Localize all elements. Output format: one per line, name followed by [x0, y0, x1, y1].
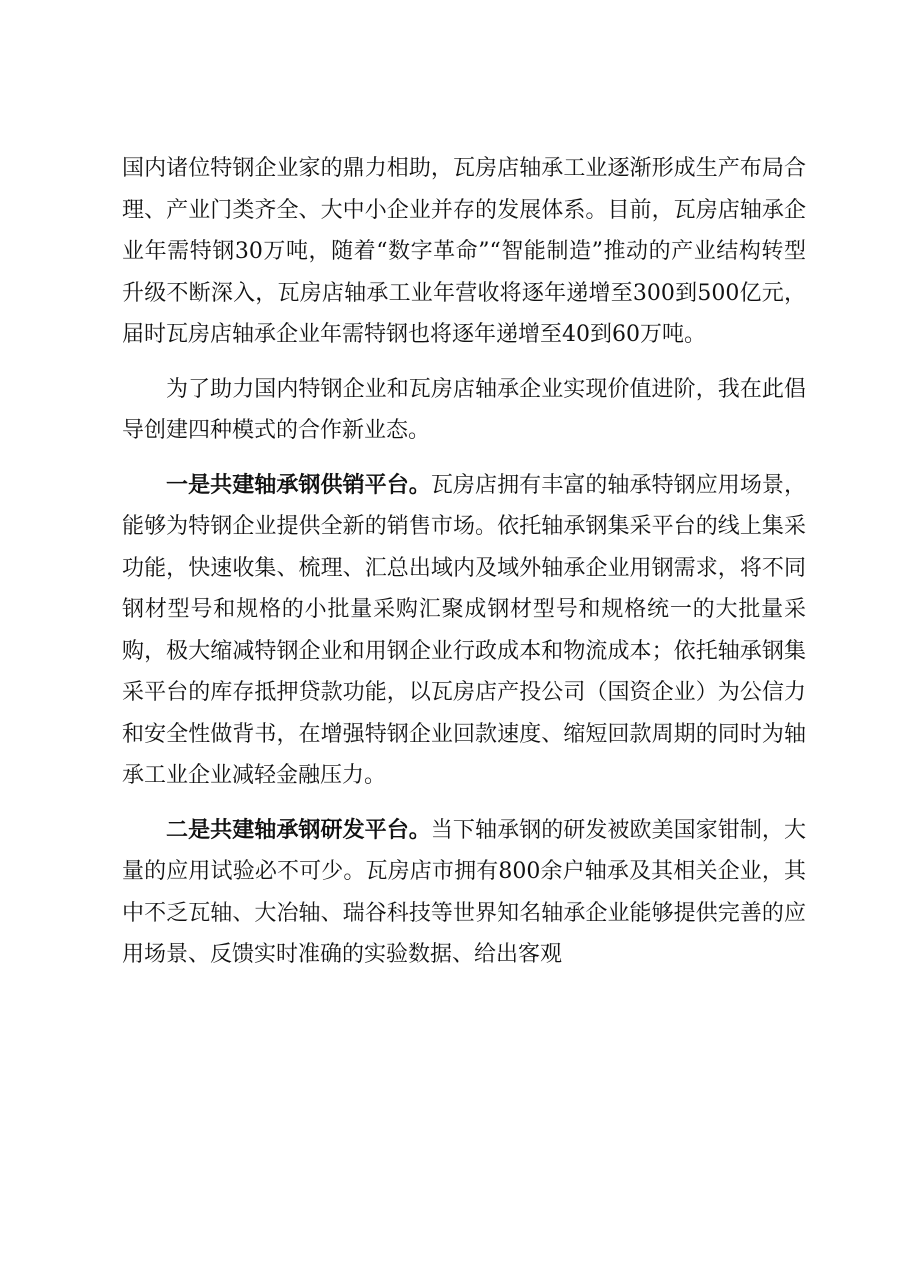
paragraph-text: 国内诸位特钢企业家的鼎力相助，瓦房店轴承工业逐渐形成生产布局合理、产业门类齐全、大中小企业并存的发展体系。目前，瓦房店轴承企业年需特钢30万吨，随着“数字革命”“智能制造”推动的产业结构转型升级不断深入，瓦房店轴承工业年营收将逐年递增至300到500亿元，届时瓦房店轴承企业年需特钢也将逐年递增至40到60万吨。: [122, 156, 806, 347]
paragraph-continuation: [122, 148, 806, 356]
paragraph-text: 为了助力国内特钢企业和瓦房店轴承企业实现价值进阶，我在此倡导创建四种模式的合作新业态。: [122, 376, 806, 443]
paragraph-text: 瓦房店拥有丰富的轴承特钢应用场景，能够为特钢企业提供全新的销售市场。依托轴承钢集采平台的线上集采功能，快速收集、梳理、汇总出域内及域外轴承企业用钢需求，将不同钢材型号和规格的小批量采购汇聚成钢材型号和规格统一的大批量采购，极大缩减特钢企业和用钢企业行政成本和物流成本；依托轴承钢集采平台的库存抵押贷款功能，以瓦房店产投公司（国资企业）为公信力和安全性做背书，在增强特钢企业回款速度、缩短回款周期的同时为轴承工业企业减轻金融压力。: [122, 472, 806, 788]
paragraph-supply-platform: [122, 465, 806, 797]
paragraph-heading: 一是共建轴承钢供销平台。: [166, 471, 431, 498]
paragraph-heading: 二是共建轴承钢研发平台。: [166, 816, 431, 843]
paragraph-proposal-intro: [122, 369, 806, 452]
document-body: [122, 148, 806, 989]
paragraph-text: 当下轴承钢的研发被欧美国家钳制，大量的应用试验必不可少。瓦房店市拥有800余户轴承及其相关企业，其中不乏瓦轴、大冶轴、瑞谷科技等世界知名轴承企业能够提供完善的应用场景、反馈实时准确的实验数据、给出客观: [122, 817, 806, 967]
paragraph-research-platform: [122, 810, 806, 976]
